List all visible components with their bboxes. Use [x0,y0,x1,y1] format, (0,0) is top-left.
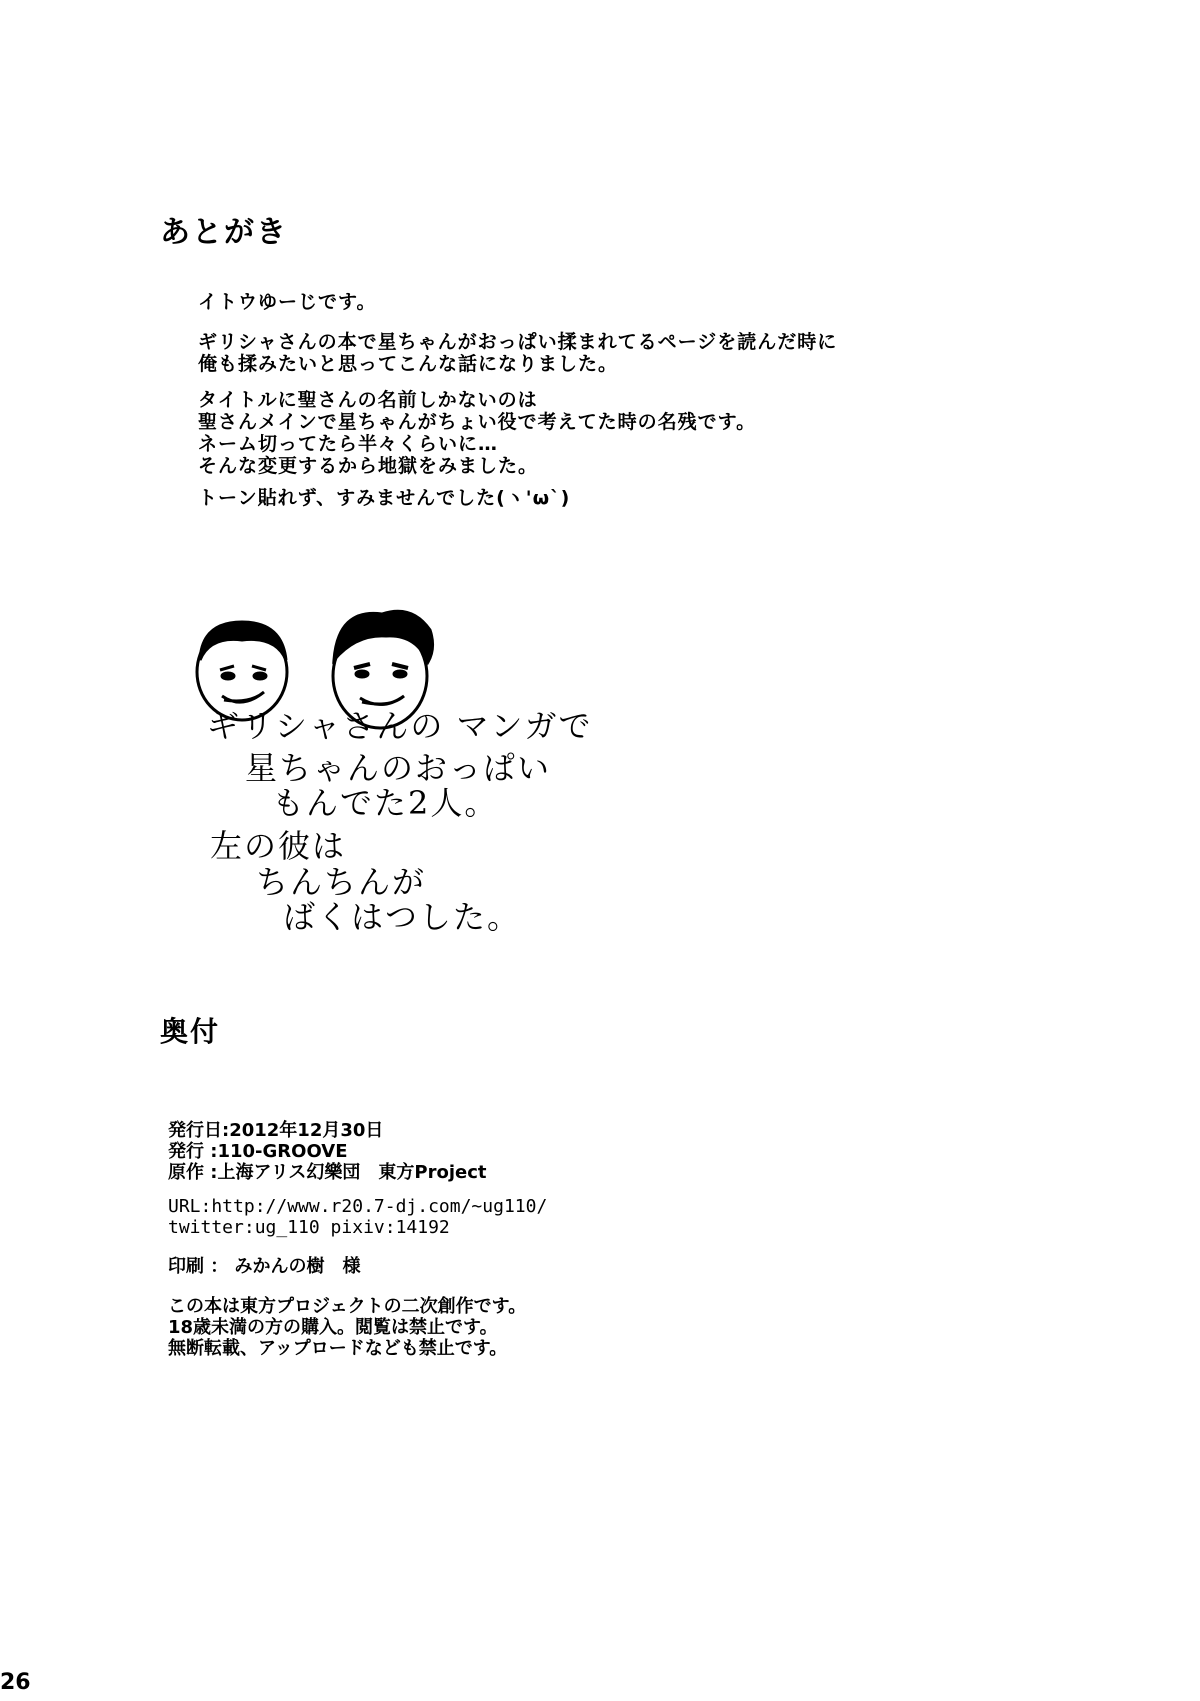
notice-line: 無断転載、アップロードなども禁止です。 [168,1338,508,1359]
sketch-caption-line: もんでた2人。 [272,784,499,822]
text-line: タイトルに聖さんの名前しかないのは [198,389,538,411]
page-number: 26 [0,1670,31,1695]
notice-line: 18歳未満の方の購入。閲覧は禁止です。 [168,1317,498,1338]
text-line: 俺も揉みたいと思ってこんな話になりました。 [198,353,619,375]
publisher: 発行 :110-GROOVE [168,1141,348,1162]
sketch-caption-line: ちんちんが [256,863,427,901]
afterword-paragraph-apology [198,487,570,509]
text-line: 聖さんメインで星ちゃんがちょい役で考えてた時の名残です。 [198,411,757,433]
sketch-caption-line: 星ちゃんのおっぱい [245,749,552,787]
colophon-printer [168,1256,361,1277]
original-work: 原作 :上海アリス幻樂団 東方Project [168,1162,487,1183]
afterword-paragraph-origin [198,331,837,375]
printer-line: 印刷 ： みかんの樹 様 [168,1256,361,1277]
text-line: イトウゆーじです。 [198,291,377,313]
sketch-caption-line: 左の彼は [210,827,347,865]
text-line: ギリシャさんの本で星ちゃんがおっぱい揉まれてるページを読んだ時に [198,331,838,353]
afterword-paragraph-title [198,389,756,477]
afterword-paragraph-intro [198,291,376,313]
afterword-heading: あとがき [160,215,288,250]
sketch-caption-line: ばくはつした。 [283,898,522,936]
social-ids: twitter:ug_110 pixiv:14192 [168,1217,450,1238]
notice-line: この本は東方プロジェクトの二次創作です。 [168,1296,527,1317]
left-face-drawing [197,622,287,720]
sketch-caption-line: ギリシャさんの マンガで [207,707,593,745]
colophon-heading: 奥付 [160,1015,221,1048]
colophon-web-info [168,1196,547,1238]
publish-date: 発行日:2012年12月30日 [168,1120,384,1141]
website-url: URL:http://www.r20.7-dj.com/~ug110/ [168,1196,548,1217]
text-line: そんな変更するから地獄をみました。 [198,455,539,477]
text-line: トーン貼れず、すみませんでした(ヽ'ω`) [198,487,571,509]
colophon-publication-info [168,1120,486,1183]
colophon-notice [168,1296,526,1359]
text-line: ネーム切ってたら半々くらいに… [198,433,499,455]
